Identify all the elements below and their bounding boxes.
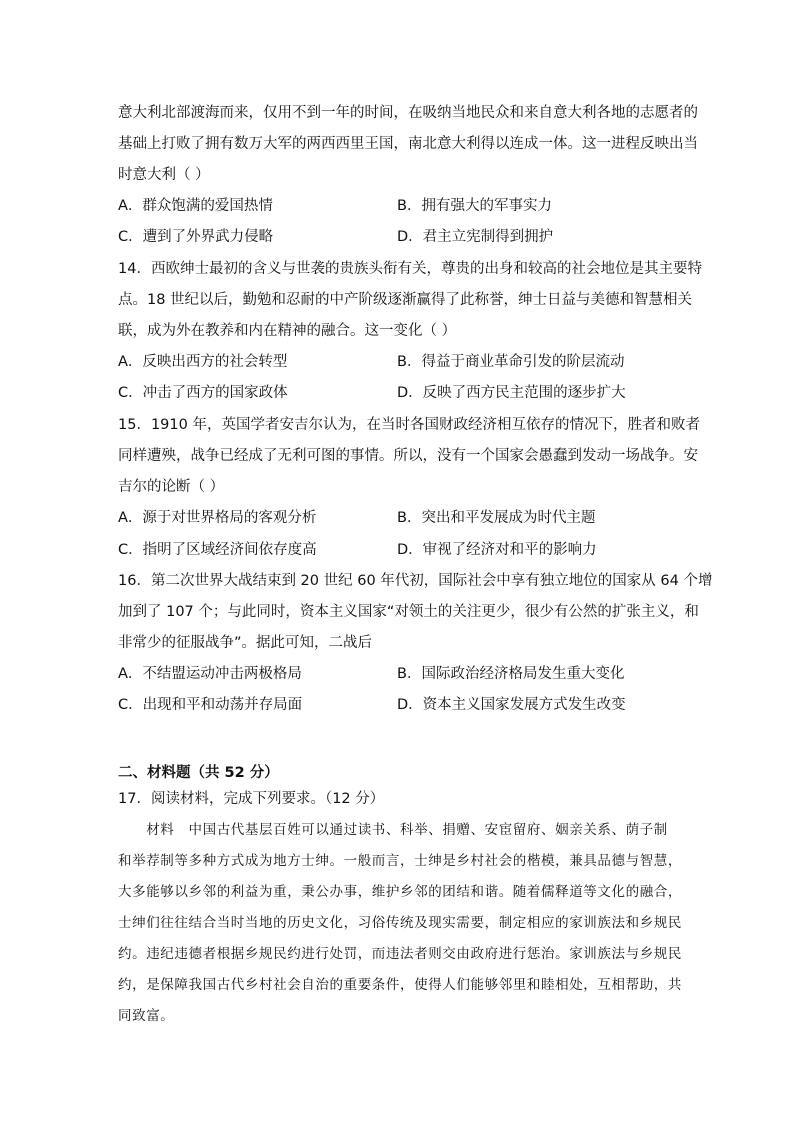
q13-option-c: C．遭到了外界武力侵略 xyxy=(118,229,274,245)
q16-option-c: C．出现和平和动荡并存局面 xyxy=(118,697,303,713)
q17-material-line-1: 材料 中国古代基层百姓可以通过读书、科举、捐赠、安宦留府、姻亲关系、荫子制 xyxy=(118,822,668,838)
q15-option-d: D．审视了经济对和平的影响力 xyxy=(397,542,597,558)
q16-stem-line-3: 非常少的征服战争”。据此可知，二战后 xyxy=(118,635,373,651)
q16-stem-line-1: 16．第二次世界大战结束到 20 世纪 60 年代初，国际社会中享有独立地位的国家从 64 个增 xyxy=(118,573,713,589)
q15-stem-line-3: 吉尔的论断（ ） xyxy=(118,479,225,495)
q14-option-b: B．得益于商业革命引发的阶层流动 xyxy=(397,354,625,370)
q14-stem-line-3: 联，成为外在教养和内在精神的融合。这一变化（ ） xyxy=(118,323,457,339)
q15-option-c: C．指明了区域经济间依存度高 xyxy=(118,542,317,558)
q16-option-d: D．资本主义国家发展方式发生改变 xyxy=(397,697,626,713)
q17-material-line-6: 约，是保障我国古代乡村社会自治的重要条件，使得人们能够邻里和睦相处，互相帮助，共 xyxy=(118,977,682,993)
q15-option-a: A．源于对世界格局的客观分析 xyxy=(118,510,317,526)
q13-option-a: A．群众饱满的爱国热情 xyxy=(118,198,273,214)
section-title: 二、材料题（共 52 分） xyxy=(118,765,279,781)
q14-stem-line-2: 点。18 世纪以后，勤勉和忍耐的中产阶级逐渐赢得了此称誉，绅士日益与美德和智慧相关 xyxy=(118,292,693,308)
q17-material-line-5: 约。违纪违德者根据乡规民约进行处罚，而违法者则交由政府进行惩治。家训族法与乡规民 xyxy=(118,946,682,962)
q13-stem-line-3: 时意大利（ ） xyxy=(118,167,210,183)
q17-material-line-4: 士绅们往往结合当时当地的历史文化，习俗传统及现实需要，制定相应的家训族法和乡规民 xyxy=(118,915,682,931)
q16-option-b: B．国际政治经济格局发生重大变化 xyxy=(397,666,625,682)
q17-stem: 17．阅读材料，完成下列要求。（12 分） xyxy=(118,791,385,807)
q13-option-d: D．君主立宪制得到拥护 xyxy=(397,229,554,245)
q13-stem-line-1: 意大利北部渡海而来，仅用不到一年的时间，在吸纳当地民众和来自意大利各地的志愿者的 xyxy=(118,105,698,121)
q14-stem-line-1: 14．西欧绅士最初的含义与世袭的贵族头衔有关，尊贵的出身和较高的社会地位是其主要特 xyxy=(118,261,702,277)
q17-material-line-3: 大多能够以乡邻的利益为重，秉公办事，维护乡邻的团结和谐。随着儒释道等文化的融合， xyxy=(118,884,682,900)
q14-option-c: C．冲击了西方的国家政体 xyxy=(118,385,288,401)
q15-stem-line-2: 同样遭殃，战争已经成了无利可图的事情。所以，没有一个国家会愚蠢到发动一场战争。安 xyxy=(118,448,698,464)
q13-stem-line-2: 基础上打败了拥有数万大军的两西西里王国，南北意大利得以连成一体。这一进程反映出当 xyxy=(118,136,698,152)
q15-stem-line-1: 15．1910 年，英国学者安吉尔认为，在当时各国财政经济相互依存的情况下，胜者和败者 xyxy=(118,417,700,433)
q13-option-b: B．拥有强大的军事实力 xyxy=(397,198,552,214)
q15-option-b: B．突出和平发展成为时代主题 xyxy=(397,510,596,526)
q14-option-d: D．反映了西方民主范围的逐步扩大 xyxy=(397,385,626,401)
q14-option-a: A．反映出西方的社会转型 xyxy=(118,354,288,370)
q17-material-line-7: 同致富。 xyxy=(118,1008,175,1024)
q16-stem-line-2: 加到了 107 个；与此同时，资本主义国家“对领土的关注更少，很少有公然的扩张主义，和 xyxy=(118,604,699,620)
q17-material-line-2: 和举荐制等多种方式成为地方士绅。一般而言，士绅是乡村社会的楷模，兼具品德与智慧， xyxy=(118,853,682,869)
q16-option-a: A．不结盟运动冲击两极格局 xyxy=(118,666,302,682)
